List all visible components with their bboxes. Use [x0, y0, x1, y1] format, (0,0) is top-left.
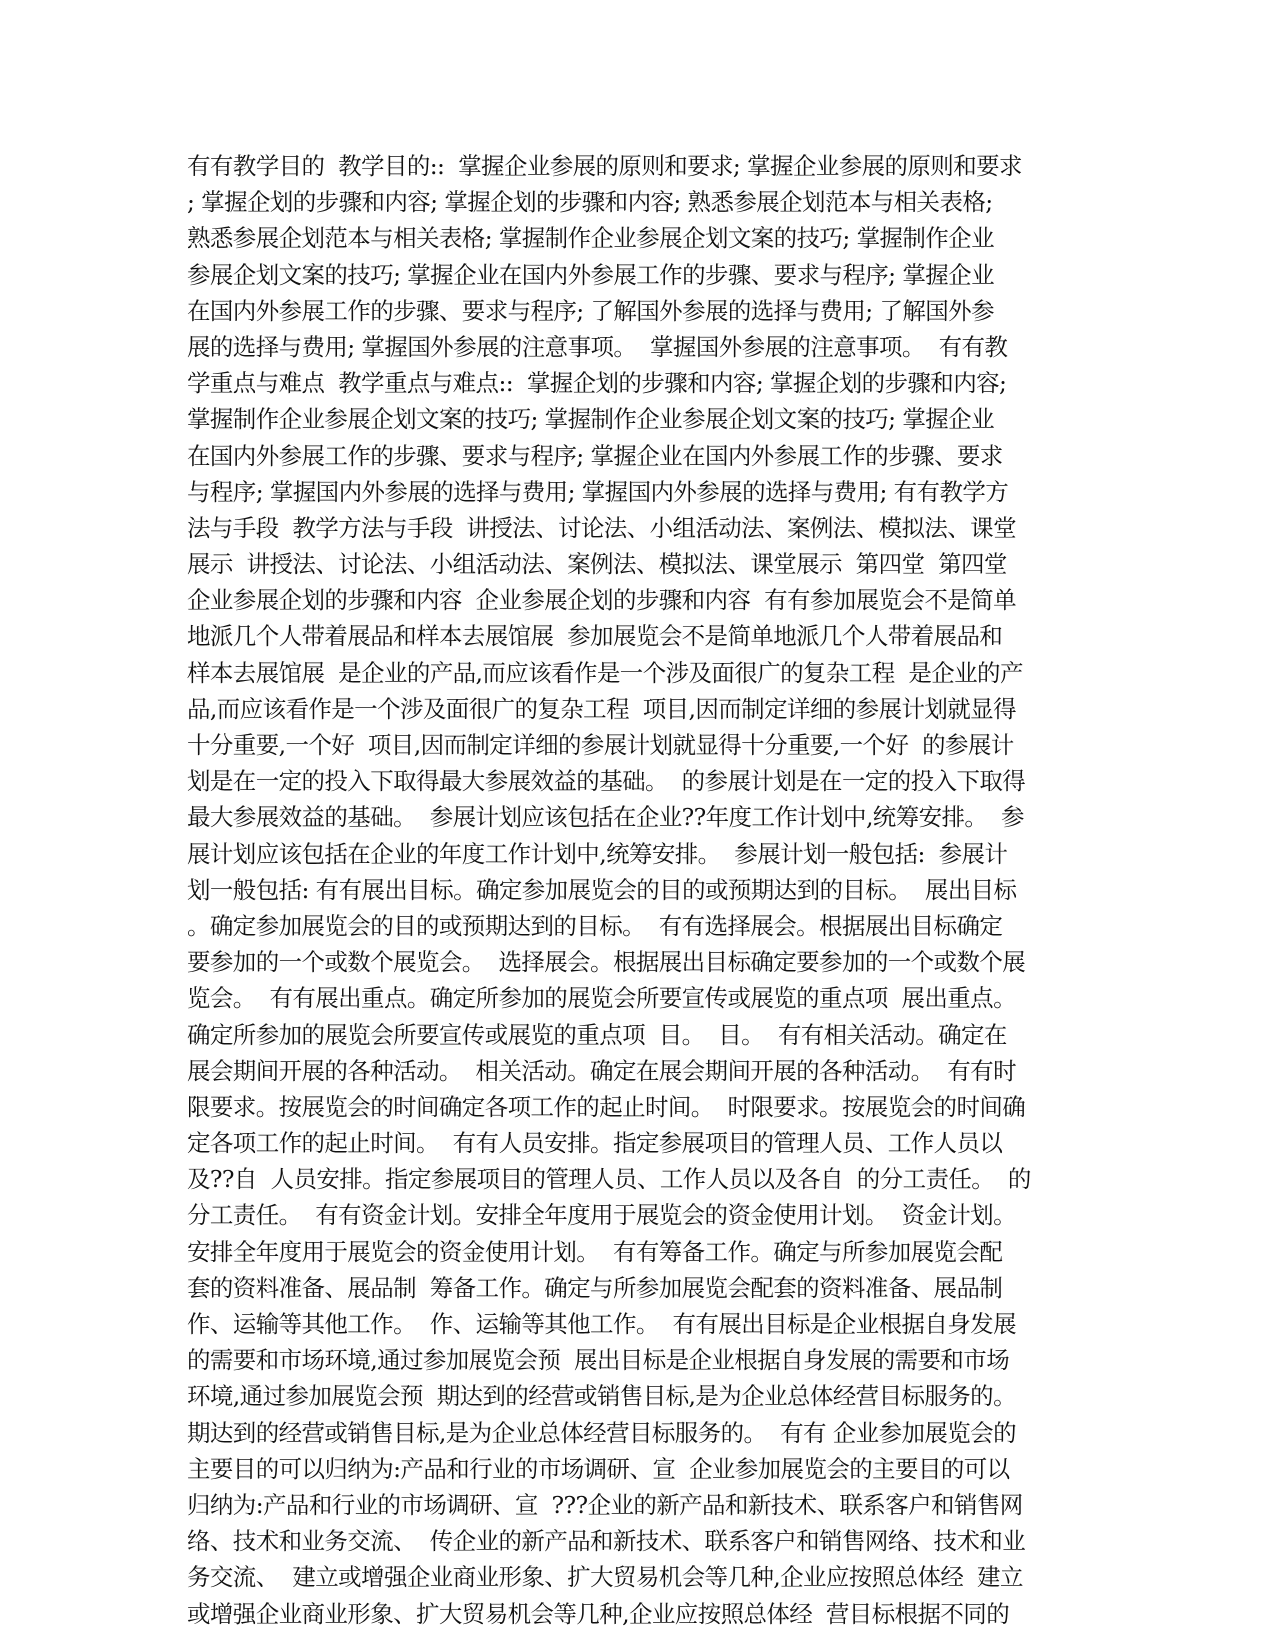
- text-line: 与程序; 掌握国内外参展的选择与费用; 掌握国内外参展的选择与费用; 有有教学方: [187, 477, 1009, 506]
- text-line: 确定所参加的展览会所要宣传或展览的重点项 目。 目。 有有相关活动。确定在: [187, 1020, 1007, 1049]
- text-line: 企业参展企划的步骤和内容 企业参展企划的步骤和内容 有有参加展览会不是简单: [187, 586, 1016, 615]
- text-line: 在国内外参展工作的步骤、要求与程序; 掌握企业在国内外参展工作的步骤、要求: [187, 441, 1003, 470]
- text-line: 品,而应该看作是一个涉及面很广的复杂工程 项目,因而制定详细的参展计划就显得: [187, 694, 1016, 723]
- text-line: 务交流、 建立或增强企业商业形象、扩大贸易机会等几种,企业应按照总体经 建立: [187, 1563, 1023, 1592]
- text-line: 。确定参加展览会的目的或预期达到的目标。 有有选择展会。根据展出目标确定: [187, 911, 1003, 940]
- text-line: 分工责任。 有有资金计划。安排全年度用于展览会的资金使用计划。 资金计划。: [187, 1201, 1016, 1230]
- text-line: 熟悉参展企划范本与相关表格; 掌握制作企业参展企划文案的技巧; 掌握制作企业: [187, 224, 994, 253]
- text-line: 学重点与难点 教学重点与难点:: 掌握企划的步骤和内容; 掌握企划的步骤和内容;: [187, 369, 1007, 398]
- text-line: ; 掌握企划的步骤和内容; 掌握企划的步骤和内容; 熟悉参展企划范本与相关表格;: [187, 188, 993, 217]
- text-line: 展的选择与费用; 掌握国外参展的注意事项。 掌握国外参展的注意事项。 有有教: [187, 332, 1008, 361]
- text-line: 地派几个人带着展品和样本去展馆展 参加展览会不是简单地派几个人带着展品和: [187, 622, 1003, 651]
- text-line: 络、技术和业务交流、 传企业的新产品和新技术、联系客户和销售网络、技术和业: [187, 1527, 1026, 1556]
- text-line: 限要求。按展览会的时间确定各项工作的起止时间。 时限要求。按展览会的时间确: [187, 1092, 1026, 1121]
- text-line: 参展企划文案的技巧; 掌握企业在国内外参展工作的步骤、要求与程序; 掌握企业: [187, 260, 994, 289]
- text-line: 划一般包括: 有有展出目标。确定参加展览会的目的或预期达到的目标。 展出目标: [187, 875, 1017, 904]
- text-line: 样本去展馆展 是企业的产品,而应该看作是一个涉及面很广的复杂工程 是企业的产: [187, 658, 1023, 687]
- text-line: 有有教学目的 教学目的:: 掌握企业参展的原则和要求; 掌握企业参展的原则和要求: [187, 152, 1022, 180]
- text-line: 主要目的可以归纳为:产品和行业的市场调研、宣 企业参加展览会的主要目的可以: [187, 1454, 1010, 1483]
- text-line: 展计划应该包括在企业的年度工作计划中,统筹安排。 参展计划一般包括: 参展计: [187, 839, 1008, 868]
- text-line: 要参加的一个或数个展览会。 选择展会。根据展出目标确定要参加的一个或数个展: [187, 948, 1026, 977]
- text-line: 在国内外参展工作的步骤、要求与程序; 了解国外参展的选择与费用; 了解国外参: [187, 296, 994, 325]
- text-line: 期达到的经营或销售目标,是为企业总体经营目标服务的。 有有 企业参加展览会的: [187, 1418, 1016, 1447]
- text-line: 法与手段 教学方法与手段 讲授法、讨论法、小组活动法、案例法、模拟法、课堂: [187, 513, 1016, 542]
- text-line: 安排全年度用于展览会的资金使用计划。 有有筹备工作。确定与所参加展览会配: [187, 1237, 1003, 1266]
- text-line: 划是在一定的投入下取得最大参展效益的基础。 的参展计划是在一定的投入下取得: [187, 767, 1026, 796]
- text-line: 最大参展效益的基础。 参展计划应该包括在企业??年度工作计划中,统筹安排。 参: [187, 803, 1024, 832]
- text-line: 的需要和市场环境,通过参加展览会预 展出目标是企业根据自身发展的需要和市场: [187, 1346, 1010, 1375]
- text-line: 或增强企业商业形象、扩大贸易机会等几种,企业应按照总体经 营目标根据不同的: [187, 1599, 1010, 1628]
- body-text: [187, 148, 1089, 1632]
- text-line: 展示 讲授法、讨论法、小组活动法、案例法、模拟法、课堂展示 第四堂 第四堂: [187, 550, 1007, 579]
- text-line: 展会期间开展的各种活动。 相关活动。确定在展会期间开展的各种活动。 有有时: [187, 1056, 1016, 1085]
- text-line: 掌握制作企业参展企划文案的技巧; 掌握制作企业参展企划文案的技巧; 掌握企业: [187, 405, 994, 434]
- text-line: 环境,通过参加展览会预 期达到的经营或销售目标,是为企业总体经营目标服务的。: [187, 1382, 1016, 1411]
- text-line: 作、运输等其他工作。 作、运输等其他工作。 有有展出目标是企业根据自身发展: [187, 1310, 1016, 1338]
- text-line: 定各项工作的起止时间。 有有人员安排。指定参展项目的管理人员、工作人员以: [187, 1129, 1003, 1158]
- text-line: 套的资料准备、展品制 筹备工作。确定与所参加展览会配套的资料准备、展品制: [187, 1273, 1003, 1302]
- text-line: 览会。 有有展出重点。确定所参加的展览会所要宣传或展览的重点项 展出重点。: [187, 984, 1016, 1013]
- text-line: 归纳为:产品和行业的市场调研、宣 ???企业的新产品和新技术、联系客户和销售网: [187, 1490, 1023, 1519]
- text-line: 及??自 人员安排。指定参展项目的管理人员、工作人员以及各自 的分工责任。 的: [187, 1165, 1031, 1194]
- text-line: 十分重要,一个好 项目,因而制定详细的参展计划就显得十分重要,一个好 的参展计: [187, 731, 1014, 759]
